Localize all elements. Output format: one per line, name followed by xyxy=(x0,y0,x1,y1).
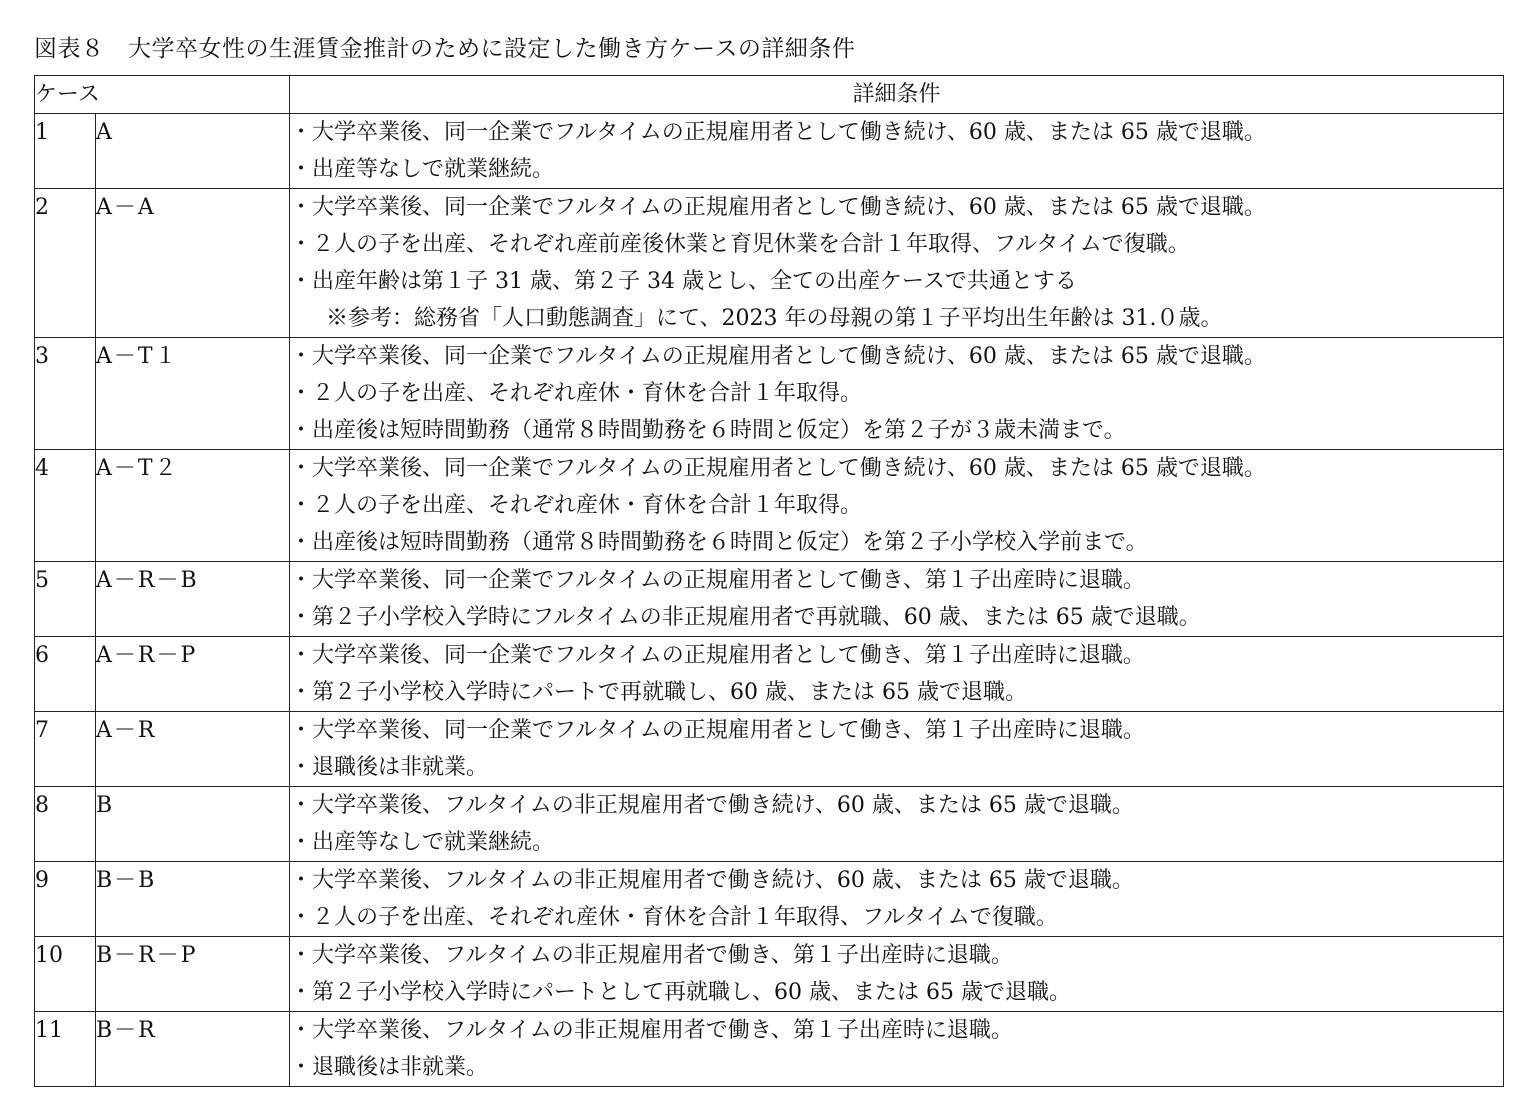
table-row xyxy=(35,114,1504,189)
detail-line: ・出産後は短時間勤務（通常８時間勤務を６時間と仮定）を第２子が３歳未満まで。 xyxy=(290,418,1126,443)
detail-line: ・大学卒業後、フルタイムの非正規雇用者で働き、第１子出産時に退職。 xyxy=(290,943,1013,968)
case-number: 1 xyxy=(35,114,96,189)
case-number: 3 xyxy=(35,338,96,450)
table-header-row xyxy=(35,76,1504,114)
detail-line: ・２人の子を出産、それぞれ産休・育休を合計１年取得、フルタイムで復職。 xyxy=(290,905,1058,930)
table-row xyxy=(35,189,1504,338)
detail-line: ・大学卒業後、同一企業でフルタイムの正規雇用者として働き、第１子出産時に退職。 xyxy=(290,568,1145,593)
table-row xyxy=(35,862,1504,937)
case-code: A－T１ xyxy=(96,338,290,450)
detail-line: ・第２子小学校入学時にパートで再就職し、60 歳、または 65 歳で退職。 xyxy=(290,680,1027,705)
case-detail xyxy=(290,712,1504,787)
case-conditions-table xyxy=(34,75,1504,1087)
case-number: 10 xyxy=(35,937,96,1012)
case-code: A－R－B xyxy=(96,562,290,637)
case-number: 2 xyxy=(35,189,96,338)
table-row xyxy=(35,787,1504,862)
case-code: A－A xyxy=(96,189,290,338)
detail-line: ・退職後は非就業。 xyxy=(290,1055,489,1080)
table-row xyxy=(35,450,1504,562)
case-detail xyxy=(290,637,1504,712)
case-number: 7 xyxy=(35,712,96,787)
case-detail xyxy=(290,338,1504,450)
detail-line: ・退職後は非就業。 xyxy=(290,755,489,780)
detail-line: ・大学卒業後、フルタイムの非正規雇用者で働き続け、60 歳、または 65 歳で退職。 xyxy=(290,868,1134,893)
detail-note: ※参考：総務省「人口動態調査」にて、2023 年の母親の第１子平均出生年齢は 31.０歳。 xyxy=(326,306,1223,331)
detail-line: ・大学卒業後、同一企業でフルタイムの正規雇用者として働き続け、60 歳、または 65 歳で退職。 xyxy=(290,120,1266,145)
case-detail xyxy=(290,937,1504,1012)
detail-line: ・２人の子を出産、それぞれ産休・育休を合計１年取得。 xyxy=(290,493,863,518)
case-code: B－R－P xyxy=(96,937,290,1012)
detail-line: ・出産後は短時間勤務（通常８時間勤務を６時間と仮定）を第２子小学校入学前まで。 xyxy=(290,530,1148,555)
detail-line: ・出産等なしで就業継続。 xyxy=(290,157,555,182)
table-row xyxy=(35,1012,1504,1087)
detail-line: ・大学卒業後、同一企業でフルタイムの正規雇用者として働き続け、60 歳、または 65 歳で退職。 xyxy=(290,344,1266,369)
header-case: ケース xyxy=(35,76,290,114)
case-number: 6 xyxy=(35,637,96,712)
detail-line: ・出産等なしで就業継続。 xyxy=(290,830,555,855)
case-code: B xyxy=(96,787,290,862)
detail-line: ・大学卒業後、フルタイムの非正規雇用者で働き、第１子出産時に退職。 xyxy=(290,1018,1013,1043)
case-detail xyxy=(290,189,1504,338)
header-detail: 詳細条件 xyxy=(290,76,1504,114)
detail-line: ・第２子小学校入学時にパートとして再就職し、60 歳、または 65 歳で退職。 xyxy=(290,980,1071,1005)
case-code: A xyxy=(96,114,290,189)
case-detail xyxy=(290,114,1504,189)
detail-line: ・２人の子を出産、それぞれ産前産後休業と育児休業を合計１年取得、フルタイムで復職。 xyxy=(290,232,1190,257)
case-detail xyxy=(290,862,1504,937)
case-code: B－B xyxy=(96,862,290,937)
case-detail xyxy=(290,450,1504,562)
table-row xyxy=(35,937,1504,1012)
case-number: 11 xyxy=(35,1012,96,1087)
table-row xyxy=(35,338,1504,450)
case-number: 4 xyxy=(35,450,96,562)
case-code: A－R－P xyxy=(96,637,290,712)
case-detail xyxy=(290,562,1504,637)
case-detail xyxy=(290,1012,1504,1087)
detail-line: ・大学卒業後、フルタイムの非正規雇用者で働き続け、60 歳、または 65 歳で退職。 xyxy=(290,793,1134,818)
case-number: 5 xyxy=(35,562,96,637)
table-body xyxy=(35,114,1504,1087)
case-code: A－T２ xyxy=(96,450,290,562)
table-caption: 図表８ 大学卒女性の生涯賃金推計のために設定した働き方ケースの詳細条件 xyxy=(34,36,856,62)
detail-line: ・大学卒業後、同一企業でフルタイムの正規雇用者として働き続け、60 歳、または 65 歳で退職。 xyxy=(290,456,1266,481)
table-row xyxy=(35,712,1504,787)
case-code: B－R xyxy=(96,1012,290,1087)
case-number: 8 xyxy=(35,787,96,862)
detail-line: ・第２子小学校入学時にフルタイムの非正規雇用者で再就職、60 歳、または 65 歳で退職。 xyxy=(290,605,1201,630)
detail-line: ・大学卒業後、同一企業でフルタイムの正規雇用者として働き続け、60 歳、または 65 歳で退職。 xyxy=(290,195,1266,220)
table-row xyxy=(35,562,1504,637)
detail-line: ・大学卒業後、同一企業でフルタイムの正規雇用者として働き、第１子出産時に退職。 xyxy=(290,643,1145,668)
detail-line: ・２人の子を出産、それぞれ産休・育休を合計１年取得。 xyxy=(290,381,863,406)
table-row xyxy=(35,637,1504,712)
detail-line: ・大学卒業後、同一企業でフルタイムの正規雇用者として働き、第１子出産時に退職。 xyxy=(290,718,1145,743)
case-number: 9 xyxy=(35,862,96,937)
case-code: A－R xyxy=(96,712,290,787)
detail-line: ・出産年齢は第１子 31 歳、第２子 34 歳とし、全ての出産ケースで共通とする xyxy=(290,269,1077,294)
case-detail xyxy=(290,787,1504,862)
